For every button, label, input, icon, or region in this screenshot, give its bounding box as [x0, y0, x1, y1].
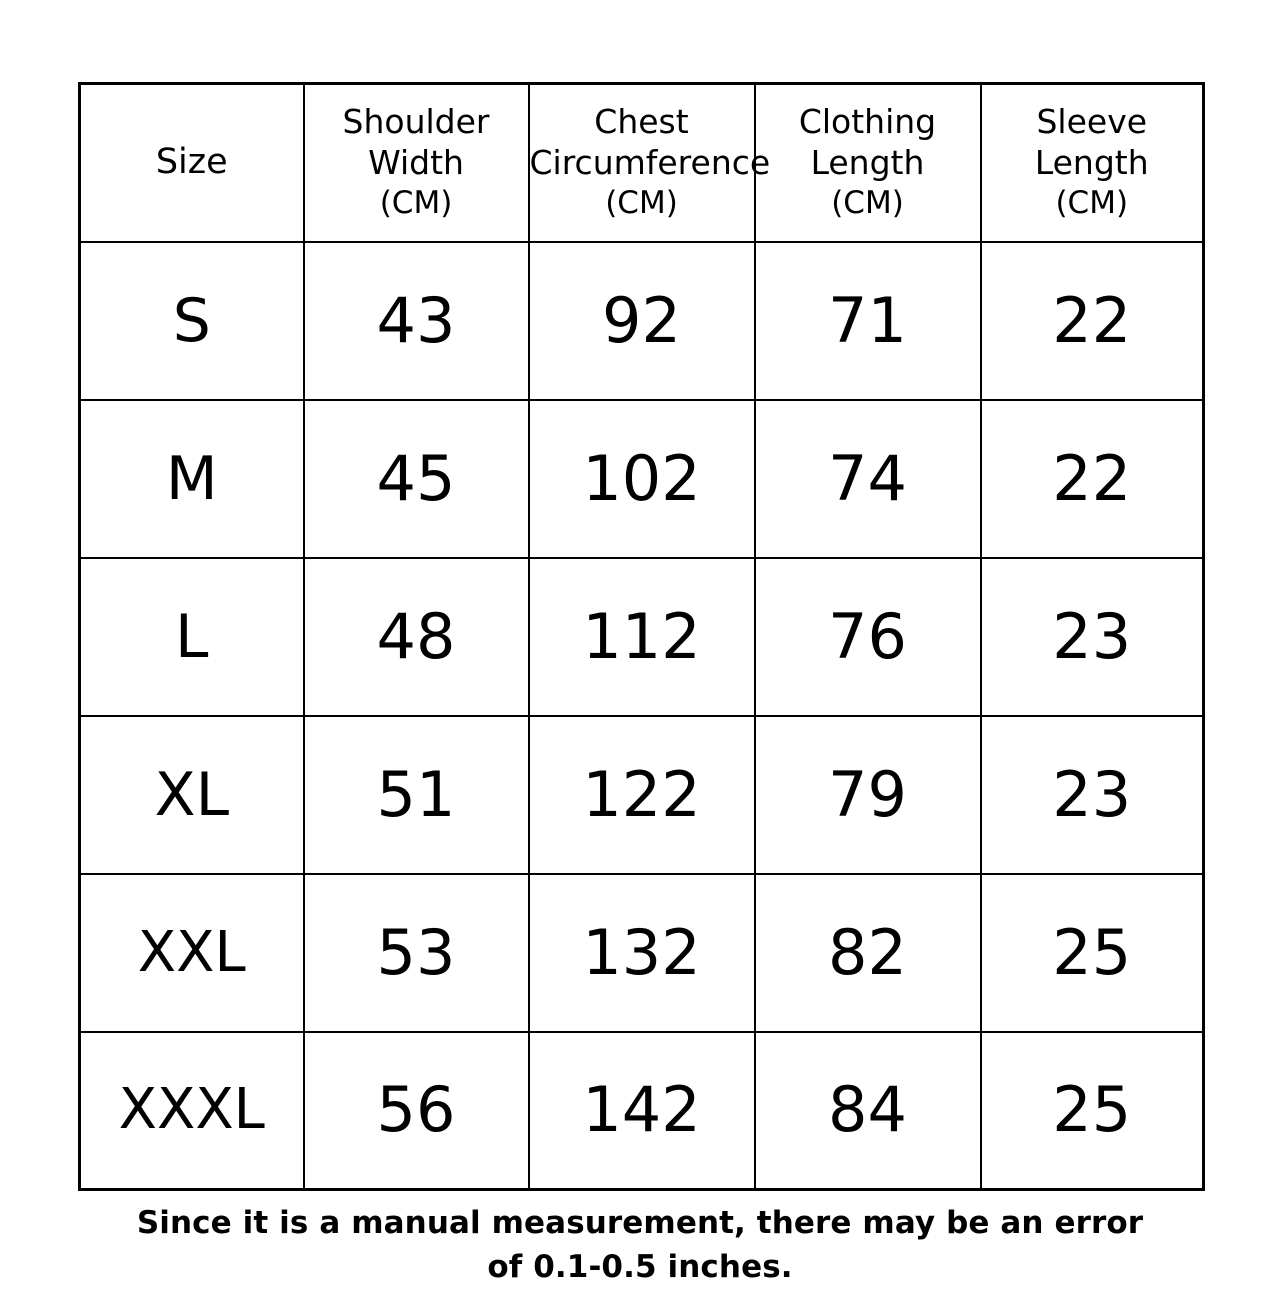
cell-shoulder-width: 43: [304, 242, 529, 400]
table-row: [80, 716, 1204, 874]
table-row: [80, 400, 1204, 558]
cell-chest-circumference: 142: [529, 1032, 755, 1190]
cell-chest-circumference: 122: [529, 716, 755, 874]
column-header-chest-circumference-label: Chest Circumference: [529, 102, 771, 183]
cell-size: XL: [80, 716, 304, 874]
table-body: [80, 242, 1204, 1190]
cell-shoulder-width: 53: [304, 874, 529, 1032]
cell-size: M: [80, 400, 304, 558]
cell-clothing-length: 79: [755, 716, 981, 874]
cell-size: XXL: [80, 874, 304, 1032]
column-header-clothing-length-label: Clothing Length: [798, 102, 937, 183]
cell-size: S: [80, 242, 304, 400]
column-header-clothing-length-unit: (CM): [831, 185, 904, 222]
cell-clothing-length: 76: [755, 558, 981, 716]
column-header-chest-circumference-unit: (CM): [605, 185, 678, 222]
cell-sleeve-length: 25: [981, 874, 1204, 1032]
cell-chest-circumference: 92: [529, 242, 755, 400]
cell-chest-circumference: 132: [529, 874, 755, 1032]
table-header: [80, 84, 1204, 242]
measurement-disclaimer: Since it is a manual measurement, there may be an error of 0.1-0.5 inches.: [136, 1205, 1144, 1285]
column-header-size: [80, 84, 304, 242]
cell-shoulder-width: 56: [304, 1032, 529, 1190]
cell-clothing-length: 71: [755, 242, 981, 400]
cell-sleeve-length: 22: [981, 242, 1204, 400]
cell-clothing-length: 82: [755, 874, 981, 1032]
column-header-shoulder-width-label: Shoulder Width: [342, 102, 490, 183]
cell-sleeve-length: 25: [981, 1032, 1204, 1190]
table-header-row: [80, 84, 1204, 242]
table-row: [80, 558, 1204, 716]
column-header-sleeve-length-unit: (CM): [1055, 185, 1129, 222]
cell-clothing-length: 74: [755, 400, 981, 558]
cell-sleeve-length: 22: [981, 400, 1204, 558]
table-row: [80, 874, 1204, 1032]
column-header-size-label: Size: [155, 142, 228, 183]
column-header-chest-circumference: [529, 84, 771, 242]
column-header-shoulder-width-unit: (CM): [379, 185, 453, 222]
cell-shoulder-width: 51: [304, 716, 529, 874]
cell-size: XXXL: [80, 1032, 304, 1190]
column-header-sleeve-length-label: Sleeve Length: [1034, 102, 1149, 183]
cell-size: L: [80, 558, 304, 716]
column-header-shoulder-width: [304, 84, 529, 242]
cell-shoulder-width: 48: [304, 558, 529, 716]
table-row: [80, 242, 1204, 400]
size-chart-table: [78, 82, 1205, 1191]
table-row: [80, 1032, 1204, 1190]
cell-chest-circumference: 102: [529, 400, 755, 558]
cell-chest-circumference: 112: [529, 558, 755, 716]
cell-sleeve-length: 23: [981, 558, 1204, 716]
column-header-sleeve-length: [981, 84, 1204, 242]
column-header-clothing-length: [755, 84, 981, 242]
cell-clothing-length: 84: [755, 1032, 981, 1190]
cell-sleeve-length: 23: [981, 716, 1204, 874]
cell-shoulder-width: 45: [304, 400, 529, 558]
